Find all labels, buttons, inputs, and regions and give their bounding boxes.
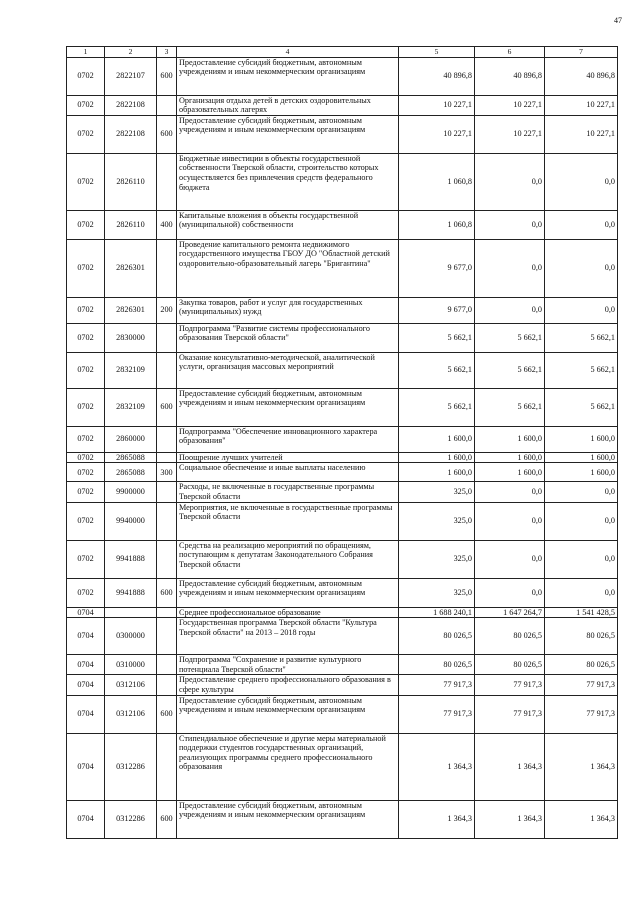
target-article-code: 9900000 <box>105 482 157 502</box>
amount-col5: 80 026,5 <box>399 655 475 675</box>
section-code: 0702 <box>67 323 105 352</box>
target-article-code: 0312286 <box>105 800 157 838</box>
section-code: 0704 <box>67 618 105 655</box>
amount-col7: 1 364,3 <box>545 733 618 800</box>
expense-type-code <box>157 482 177 502</box>
target-article-code: 0312106 <box>105 675 157 695</box>
row-description: Расходы, не включенные в государственные программы Тверской области <box>177 482 399 502</box>
target-article-code: 0312106 <box>105 695 157 733</box>
amount-col7: 77 917,3 <box>545 675 618 695</box>
expense-type-code: 600 <box>157 578 177 607</box>
section-code: 0702 <box>67 95 105 115</box>
expense-type-code <box>157 607 177 618</box>
target-article-code: 2832109 <box>105 388 157 426</box>
amount-col5: 5 662,1 <box>399 388 475 426</box>
expense-type-code: 300 <box>157 463 177 482</box>
amount-col7: 80 026,5 <box>545 655 618 675</box>
table-row <box>67 388 618 426</box>
amount-col7: 5 662,1 <box>545 323 618 352</box>
target-article-code: 0310000 <box>105 655 157 675</box>
row-description: Предоставление субсидий бюджетным, автономным учреждениям и иным некоммерческим организациям <box>177 115 399 153</box>
table-row <box>67 210 618 239</box>
amount-col6: 1 364,3 <box>475 800 545 838</box>
amount-col5: 9 677,0 <box>399 239 475 297</box>
amount-col5: 325,0 <box>399 578 475 607</box>
amount-col5: 1 600,0 <box>399 463 475 482</box>
expense-type-code <box>157 502 177 540</box>
amount-col5: 325,0 <box>399 502 475 540</box>
table-row <box>67 323 618 352</box>
amount-col7: 40 896,8 <box>545 57 618 95</box>
amount-col5: 80 026,5 <box>399 618 475 655</box>
amount-col7: 0,0 <box>545 297 618 323</box>
table-row <box>67 482 618 502</box>
table-row <box>67 426 618 452</box>
amount-col6: 0,0 <box>475 153 545 210</box>
expense-type-code: 600 <box>157 57 177 95</box>
section-code: 0704 <box>67 733 105 800</box>
expense-type-code <box>157 733 177 800</box>
amount-col5: 1 688 240,1 <box>399 607 475 618</box>
row-description: Капитальные вложения в объекты государственной (муниципальной) собственности <box>177 210 399 239</box>
amount-col7: 0,0 <box>545 578 618 607</box>
section-code: 0702 <box>67 540 105 578</box>
budget-table <box>66 46 618 839</box>
table-row <box>67 115 618 153</box>
row-description: Среднее профессиональное образование <box>177 607 399 618</box>
table-row <box>67 502 618 540</box>
expense-type-code <box>157 352 177 388</box>
section-code: 0702 <box>67 352 105 388</box>
target-article-code: 2822107 <box>105 57 157 95</box>
amount-col7: 1 600,0 <box>545 452 618 463</box>
amount-col6: 80 026,5 <box>475 655 545 675</box>
expense-type-code: 400 <box>157 210 177 239</box>
amount-col6: 0,0 <box>475 578 545 607</box>
amount-col7: 0,0 <box>545 540 618 578</box>
row-description: Подпрограмма "Развитие системы профессионального образования Тверской области" <box>177 323 399 352</box>
amount-col6: 5 662,1 <box>475 352 545 388</box>
amount-col7: 0,0 <box>545 502 618 540</box>
amount-col6: 10 227,1 <box>475 115 545 153</box>
amount-col5: 9 677,0 <box>399 297 475 323</box>
expense-type-code: 600 <box>157 800 177 838</box>
row-description: Мероприятия, не включенные в государственные программы Тверской области <box>177 502 399 540</box>
expense-type-code <box>157 618 177 655</box>
amount-col6: 1 647 264,7 <box>475 607 545 618</box>
amount-col6: 10 227,1 <box>475 95 545 115</box>
amount-col5: 77 917,3 <box>399 695 475 733</box>
expense-type-code: 600 <box>157 115 177 153</box>
table-row <box>67 618 618 655</box>
expense-type-code <box>157 153 177 210</box>
target-article-code: 2832109 <box>105 352 157 388</box>
row-description: Поощрение лучших учителей <box>177 452 399 463</box>
target-article-code: 2826301 <box>105 297 157 323</box>
amount-col7: 0,0 <box>545 482 618 502</box>
section-code: 0704 <box>67 695 105 733</box>
amount-col6: 77 917,3 <box>475 695 545 733</box>
target-article-code <box>105 607 157 618</box>
row-description: Стипендиальное обеспечение и другие меры материальной поддержки студентов государственных организаций, реализующих программы среднего профессионального образования <box>177 733 399 800</box>
section-code: 0702 <box>67 452 105 463</box>
row-description: Предоставление субсидий бюджетным, автономным учреждениям и иным некоммерческим организациям <box>177 695 399 733</box>
target-article-code: 2826301 <box>105 239 157 297</box>
amount-col5: 325,0 <box>399 482 475 502</box>
expense-type-code <box>157 655 177 675</box>
row-description: Предоставление субсидий бюджетным, автономным учреждениям и иным некоммерческим организациям <box>177 57 399 95</box>
expense-type-code <box>157 675 177 695</box>
column-header: 1 <box>67 47 105 58</box>
row-description: Средства на реализацию мероприятий по обращениям, поступающим к депутатам Законодательного Собрания Тверской области <box>177 540 399 578</box>
table-row <box>67 675 618 695</box>
row-description: Проведение капитального ремонта недвижимого государственного имущества ГБОУ ДО "Областной детский оздоровительно-образовательный лагерь "Бригантина" <box>177 239 399 297</box>
expense-type-code <box>157 239 177 297</box>
row-description: Предоставление субсидий бюджетным, автономным учреждениям и иным некоммерческим организациям <box>177 388 399 426</box>
section-code: 0702 <box>67 115 105 153</box>
target-article-code: 9941888 <box>105 578 157 607</box>
amount-col6: 77 917,3 <box>475 675 545 695</box>
target-article-code: 0300000 <box>105 618 157 655</box>
section-code: 0704 <box>67 655 105 675</box>
table-row <box>67 153 618 210</box>
row-description: Предоставление субсидий бюджетным, автономным учреждениям и иным некоммерческим организациям <box>177 800 399 838</box>
section-code: 0702 <box>67 463 105 482</box>
section-code: 0702 <box>67 153 105 210</box>
expense-type-code: 200 <box>157 297 177 323</box>
table-row <box>67 452 618 463</box>
amount-col6: 40 896,8 <box>475 57 545 95</box>
row-description: Организация отдыха детей в детских оздоровительных образовательных лагерях <box>177 95 399 115</box>
target-article-code: 2826110 <box>105 153 157 210</box>
target-article-code: 2860000 <box>105 426 157 452</box>
table-row <box>67 463 618 482</box>
amount-col6: 5 662,1 <box>475 323 545 352</box>
table-row <box>67 540 618 578</box>
column-number-row <box>67 47 618 58</box>
amount-col7: 0,0 <box>545 153 618 210</box>
column-header: 6 <box>475 47 545 58</box>
row-description: Предоставление среднего профессионального образования в сфере культуры <box>177 675 399 695</box>
table-row <box>67 607 618 618</box>
amount-col6: 0,0 <box>475 297 545 323</box>
table-row <box>67 733 618 800</box>
amount-col7: 10 227,1 <box>545 115 618 153</box>
row-description: Закупка товаров, работ и услуг для государственных (муниципальных) нужд <box>177 297 399 323</box>
amount-col5: 1 364,3 <box>399 733 475 800</box>
target-article-code: 2822108 <box>105 115 157 153</box>
amount-col7: 5 662,1 <box>545 388 618 426</box>
section-code: 0702 <box>67 578 105 607</box>
amount-col5: 77 917,3 <box>399 675 475 695</box>
target-article-code: 2826110 <box>105 210 157 239</box>
amount-col5: 10 227,1 <box>399 115 475 153</box>
amount-col6: 0,0 <box>475 540 545 578</box>
expense-type-code <box>157 452 177 463</box>
amount-col7: 0,0 <box>545 210 618 239</box>
target-article-code: 2865088 <box>105 463 157 482</box>
section-code: 0702 <box>67 388 105 426</box>
section-code: 0702 <box>67 502 105 540</box>
expense-type-code: 600 <box>157 388 177 426</box>
row-description: Оказание консультативно-методической, аналитической услуги, организация массовых мероприятий <box>177 352 399 388</box>
section-code: 0704 <box>67 675 105 695</box>
expense-type-code: 600 <box>157 695 177 733</box>
amount-col6: 80 026,5 <box>475 618 545 655</box>
target-article-code: 0312286 <box>105 733 157 800</box>
row-description: Государственная программа Тверской области "Культура Тверской области" на 2013 – 2018 годы <box>177 618 399 655</box>
target-article-code: 9941888 <box>105 540 157 578</box>
amount-col5: 1 060,8 <box>399 153 475 210</box>
target-article-code: 9940000 <box>105 502 157 540</box>
amount-col6: 1 600,0 <box>475 452 545 463</box>
section-code: 0702 <box>67 482 105 502</box>
section-code: 0704 <box>67 800 105 838</box>
amount-col6: 0,0 <box>475 482 545 502</box>
row-description: Подпрограмма "Сохранение и развитие культурного потенциала Тверской области" <box>177 655 399 675</box>
page-number: 47 <box>614 16 622 25</box>
table-row <box>67 800 618 838</box>
amount-col7: 0,0 <box>545 239 618 297</box>
amount-col7: 1 364,3 <box>545 800 618 838</box>
section-code: 0704 <box>67 607 105 618</box>
table-row <box>67 57 618 95</box>
amount-col5: 1 600,0 <box>399 452 475 463</box>
table-row <box>67 695 618 733</box>
amount-col7: 1 541 428,5 <box>545 607 618 618</box>
amount-col6: 5 662,1 <box>475 388 545 426</box>
table-row <box>67 655 618 675</box>
amount-col5: 325,0 <box>399 540 475 578</box>
amount-col7: 80 026,5 <box>545 618 618 655</box>
expense-type-code <box>157 323 177 352</box>
amount-col5: 10 227,1 <box>399 95 475 115</box>
table-row <box>67 95 618 115</box>
target-article-code: 2865088 <box>105 452 157 463</box>
column-header: 7 <box>545 47 618 58</box>
table-row <box>67 239 618 297</box>
amount-col5: 5 662,1 <box>399 352 475 388</box>
section-code: 0702 <box>67 239 105 297</box>
amount-col7: 77 917,3 <box>545 695 618 733</box>
section-code: 0702 <box>67 210 105 239</box>
expense-type-code <box>157 95 177 115</box>
row-description: Бюджетные инвестиции в объекты государственной собственности Тверской области, строительство которых осуществляется без привлечения средств федерального бюджета <box>177 153 399 210</box>
column-header: 4 <box>177 47 399 58</box>
amount-col7: 10 227,1 <box>545 95 618 115</box>
amount-col5: 1 364,3 <box>399 800 475 838</box>
column-header: 2 <box>105 47 157 58</box>
amount-col5: 1 600,0 <box>399 426 475 452</box>
amount-col5: 1 060,8 <box>399 210 475 239</box>
section-code: 0702 <box>67 297 105 323</box>
amount-col5: 5 662,1 <box>399 323 475 352</box>
table-row <box>67 297 618 323</box>
amount-col6: 1 600,0 <box>475 463 545 482</box>
amount-col5: 40 896,8 <box>399 57 475 95</box>
column-header: 3 <box>157 47 177 58</box>
amount-col6: 0,0 <box>475 502 545 540</box>
target-article-code: 2822108 <box>105 95 157 115</box>
amount-col6: 0,0 <box>475 210 545 239</box>
amount-col6: 0,0 <box>475 239 545 297</box>
table-row <box>67 578 618 607</box>
expense-type-code <box>157 426 177 452</box>
row-description: Предоставление субсидий бюджетным, автономным учреждениям и иным некоммерческим организациям <box>177 578 399 607</box>
section-code: 0702 <box>67 57 105 95</box>
section-code: 0702 <box>67 426 105 452</box>
row-description: Подпрограмма "Обеспечение инновационного характера образования" <box>177 426 399 452</box>
amount-col7: 1 600,0 <box>545 463 618 482</box>
amount-col6: 1 364,3 <box>475 733 545 800</box>
amount-col7: 1 600,0 <box>545 426 618 452</box>
expense-type-code <box>157 540 177 578</box>
row-description: Социальное обеспечение и иные выплаты населению <box>177 463 399 482</box>
table-row <box>67 352 618 388</box>
amount-col7: 5 662,1 <box>545 352 618 388</box>
amount-col6: 1 600,0 <box>475 426 545 452</box>
column-header: 5 <box>399 47 475 58</box>
target-article-code: 2830000 <box>105 323 157 352</box>
